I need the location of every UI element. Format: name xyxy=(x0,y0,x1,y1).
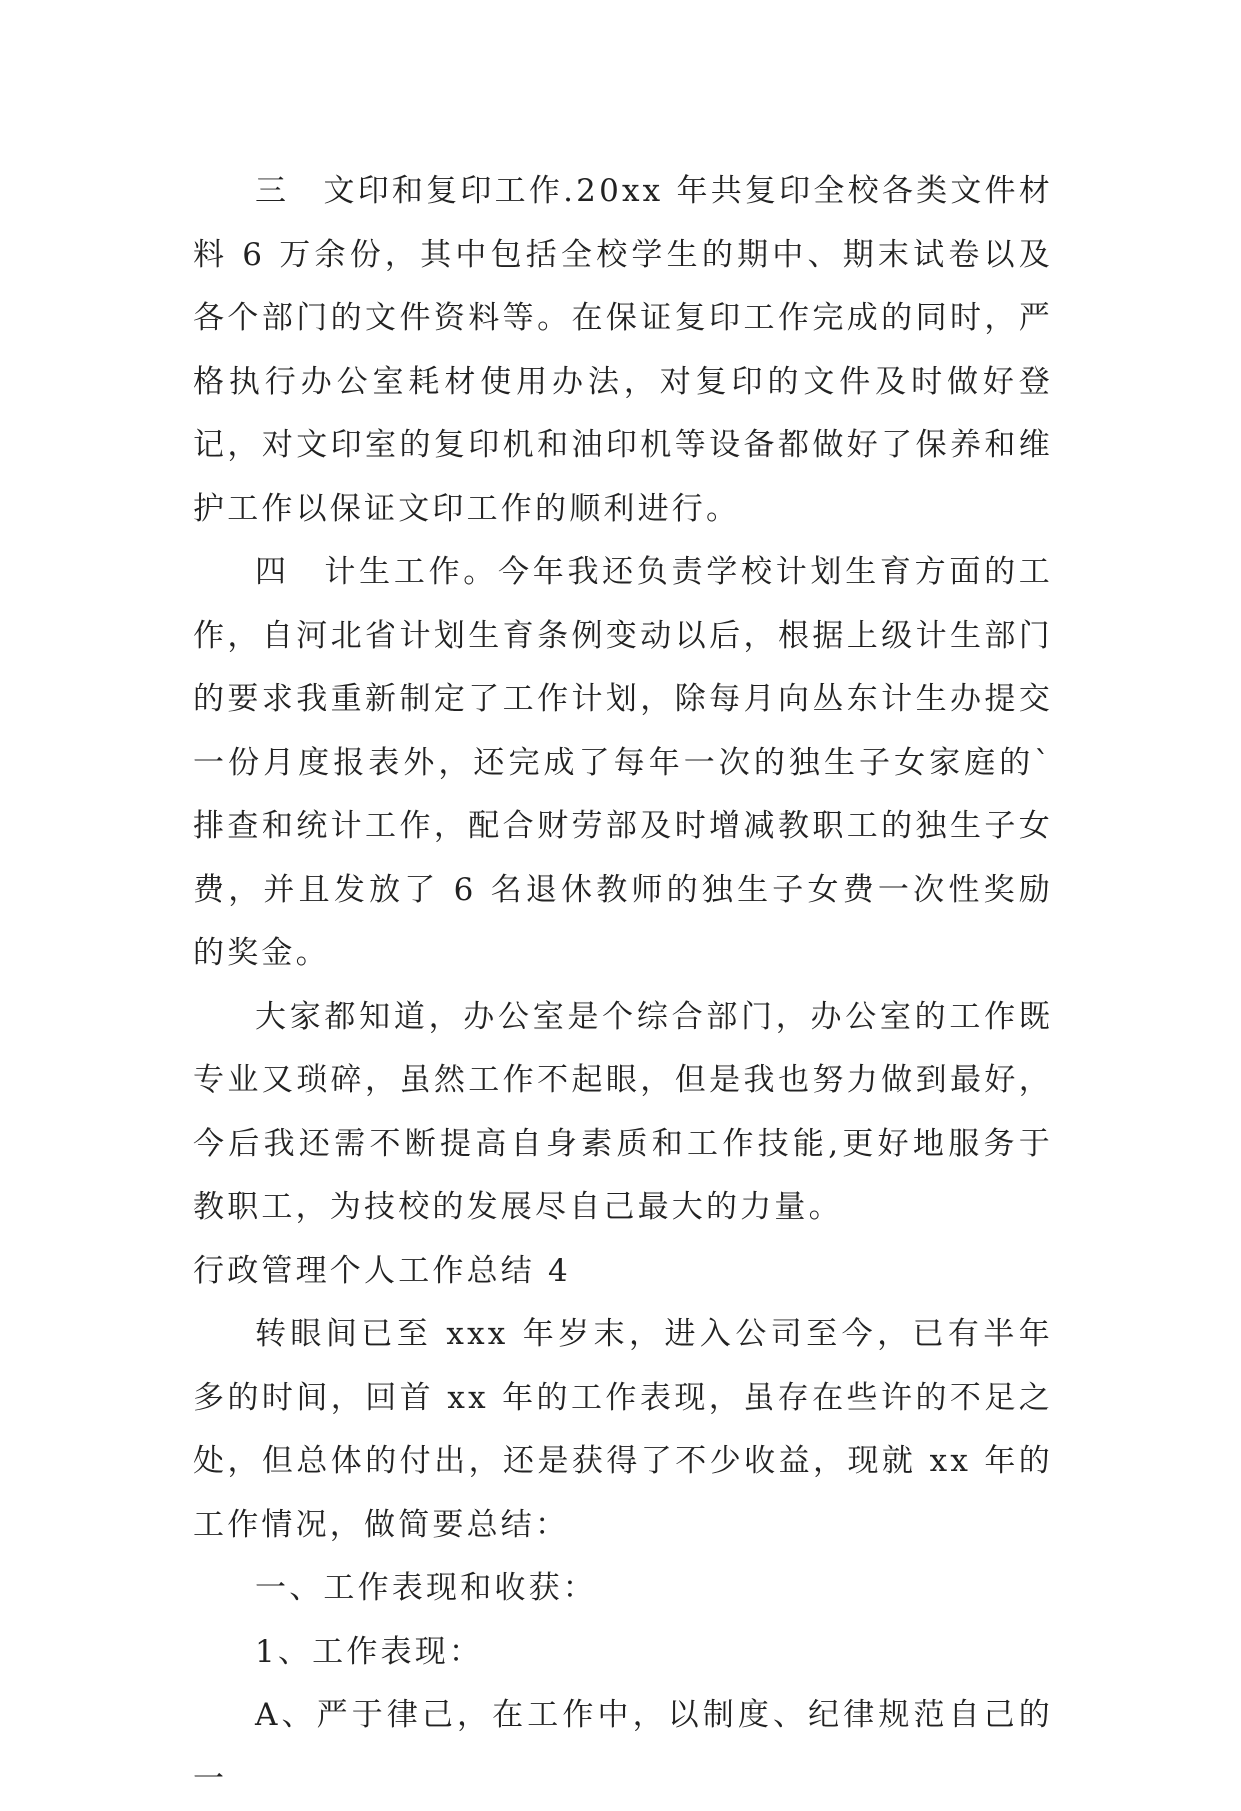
paragraph-office-summary: 大家都知道，办公室是个综合部门，办公室的工作既专业又琐碎，虽然工作不起眼，但是我也努力做到最好，今后我还需不断提高自身素质和工作技能,更好地服务于教职工，为技校的发展尽自己最大的力量。 xyxy=(193,998,1053,1225)
paragraph-family-planning-work: 四 计生工作。今年我还负责学校计划生育方面的工作，自河北省计划生育条例变动以后，根据上级计生部门的要求我重新制定了工作计划，除每月向丛东计生办提交一份月度报表外，还完成了每年一次的独生子女家庭的`排查和统计工作，配合财劳部及时增减教职工的独生子女费，并且发放了 6 名退休教师的独生子女费一次性奖励的奖金。 xyxy=(193,554,1053,971)
paragraph-self-discipline: A、严于律己，在工作中，以制度、纪律规范自己的一 xyxy=(193,1697,1053,1797)
section-title: 行政管理个人工作总结 4 xyxy=(193,1252,571,1289)
paragraph-copying-work: 三 文印和复印工作.20xx 年共复印全校各类文件材料 6 万余份，其中包括全校学生的期中、期末试卷以及各个部门的文件资料等。在保证复印工作完成的同时，严格执行办公室耗材使用办法，对复印的文件及时做好登记，对文印室的复印机和油印机等设备都做好了保养和维护工作以保证文印工作的顺利进行。 xyxy=(193,173,1053,527)
document-body xyxy=(193,160,1053,1811)
subheading-work-performance: 1、工作表现： xyxy=(255,1633,484,1670)
paragraph-year-end-intro: 转眼间已至 xxx 年岁末，进入公司至今，已有半年多的时间，回首 xx 年的工作表现，虽存在些许的不足之处，但总体的付出，还是获得了不少收益，现就 xx 年的工作情况，做简要总结： xyxy=(193,1316,1053,1543)
subheading-performance-and-gains: 一、工作表现和收获： xyxy=(255,1570,597,1606)
